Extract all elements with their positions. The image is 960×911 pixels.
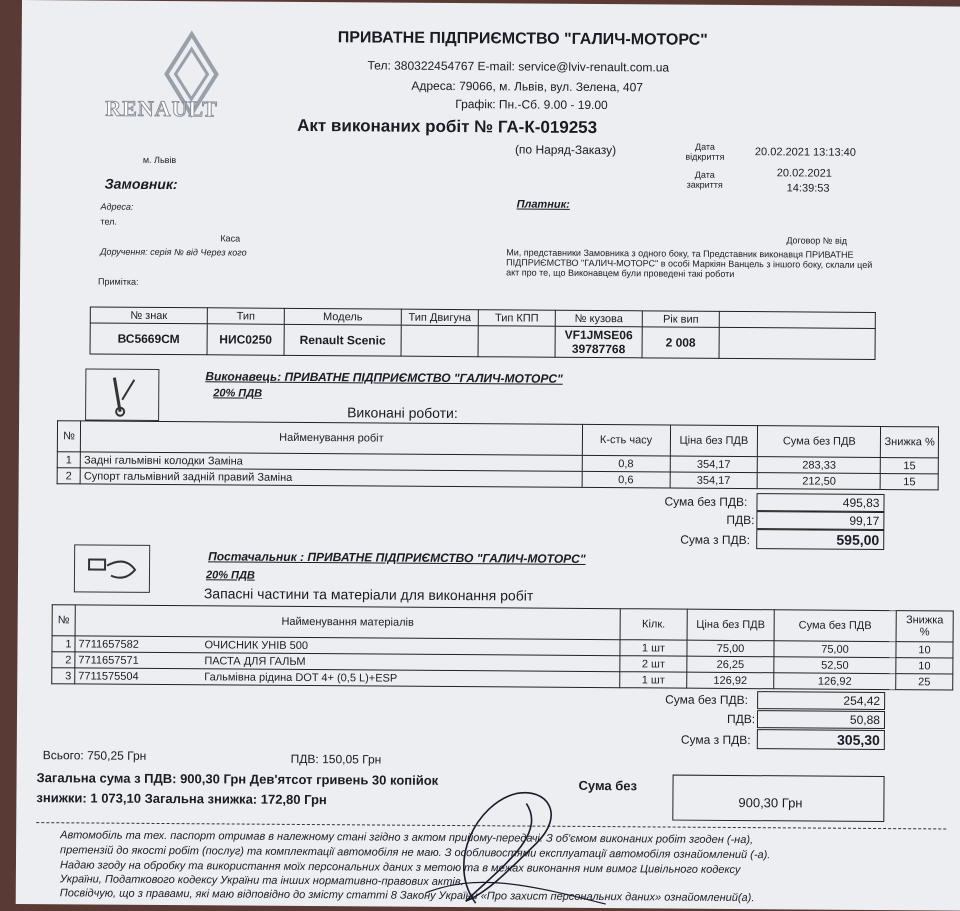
parts-header: Кілк. <box>620 609 687 640</box>
vehicle-header: Тип Двигуна <box>401 309 478 326</box>
grand-total-line2: знижки: 1 073,10 Загальна знижка: 172,80 Грн <box>36 790 327 808</box>
customer-label: Замовник: <box>104 175 178 193</box>
work-name: Задні гальмівні колодки Заміна <box>80 452 582 472</box>
vehicle-header: Тип <box>207 308 284 325</box>
address: Адреса: 79066, м. Львів, вул. Зелена, 407 <box>411 78 644 95</box>
part-sum: 52,50 <box>774 657 896 674</box>
part-qty: 1 шт <box>620 672 687 688</box>
gearbox-type <box>478 326 555 358</box>
vehicle-model: Renault Scenic <box>284 324 401 356</box>
work-no: 1 <box>57 452 80 468</box>
part-no: 3 <box>52 668 75 684</box>
work-sum: 283,33 <box>758 457 881 474</box>
executor-text: Виконавець: ПРИВАТНЕ ПІДПРИЄМСТВО "ГАЛИЧ-МОТОРС" <box>205 369 563 386</box>
footer-line-3: Надаю згоду на обробку та використання моїх персональних даних з метою та в межах виконання ним вимог Цивільного кодексу <box>59 859 741 877</box>
parts-sum-label: Сума без ПДВ: <box>665 692 749 708</box>
part-code: 7711657582 <box>75 636 202 653</box>
parts-header: Сума без ПДВ <box>774 610 896 642</box>
works-vat-value: 99,17 <box>756 511 884 530</box>
works-header: Найменування робіт <box>81 421 583 456</box>
vin-part-2: 39787768 <box>571 341 626 357</box>
vehicle-header: Модель <box>284 308 401 325</box>
works-title: Виконані роботи: <box>347 404 458 422</box>
vehicle-row <box>90 323 875 359</box>
engine-type <box>401 325 478 357</box>
parts-vat-label: ПДВ: <box>726 711 756 727</box>
works-vat-label: ПДВ: <box>726 512 755 528</box>
total-all: Всього: 750,25 Грн <box>42 748 147 763</box>
sum-without-label: Сума без <box>578 777 638 794</box>
work-discount: 15 <box>881 458 939 474</box>
works-total-value: 595,00 <box>756 529 884 550</box>
work-price: 354,17 <box>670 472 758 489</box>
act-title: Акт виконаних робіт № ГА-К-019253 <box>297 115 598 138</box>
city: м. Львів <box>142 154 177 166</box>
works-vat-note: 20% ПДВ <box>213 387 263 400</box>
part-price: 26,25 <box>687 656 774 673</box>
opened-value: 20.02.2021 13:13:40 <box>754 146 856 159</box>
work-price: 354,17 <box>670 456 758 473</box>
company-name: ПРИВАТНЕ ПІДПРИЄМСТВО "ГАЛИЧ-МОТОРС" <box>337 29 708 49</box>
works-total-label: Сума з ПДВ: <box>680 532 751 548</box>
vin-part-1: VF1JMSE06 <box>564 327 633 343</box>
closed-time: 14:39:53 <box>786 182 830 195</box>
signature-scribble <box>416 773 617 908</box>
phone-label: тел. <box>100 216 117 227</box>
closed-date: 20.02.2021 <box>776 167 832 180</box>
vehicle-header: № знак <box>90 307 207 324</box>
part-no: 2 <box>52 652 75 668</box>
document-page <box>16 0 960 911</box>
parts-vat-value: 50,88 <box>757 710 885 729</box>
grand-total-box-value: 900,30 Грн <box>738 795 803 811</box>
works-table <box>57 420 939 490</box>
contacts: Тел: 380322454767 E-mail: service@lviv-renault.com.ua <box>367 58 670 75</box>
vehicle-type: НИС0250 <box>207 324 284 356</box>
part-discount: 25 <box>896 674 953 690</box>
proxy-line: Доручення: серія № від Через кого <box>100 246 247 258</box>
parts-title: Запасні частини та матеріали для виконання робіт <box>203 585 534 604</box>
part-price: 126,92 <box>687 672 774 689</box>
work-hours: 0,8 <box>582 455 670 472</box>
part-price: 75,00 <box>687 640 774 657</box>
vin <box>555 326 642 358</box>
works-header: Ціна без ПДВ <box>670 425 758 457</box>
work-hours: 0,6 <box>582 471 670 488</box>
part-no: 1 <box>52 636 75 652</box>
executor-line <box>205 369 562 385</box>
logo-text: RENAULT <box>105 95 218 122</box>
plate: ВС5669СМ <box>90 323 207 355</box>
opened-label: Дата відкриття <box>685 141 725 162</box>
vehicle-year: 2 008 <box>642 327 719 359</box>
vehicle-header: Тип КПП <box>478 310 555 327</box>
closed-label: Дата закриття <box>686 169 723 190</box>
works-header: Знижка % <box>881 427 939 458</box>
grand-total-line1: Загальна сума з ПДВ: 900,30 Грн Дев'ятсот гривень 30 копійок <box>36 770 439 788</box>
total-vat: ПДВ: 150,05 Грн <box>290 751 382 767</box>
contract: Договор № від <box>786 235 848 246</box>
part-discount: 10 <box>896 642 953 658</box>
supplier-line <box>208 549 586 566</box>
footer-line-4: України, Податкового кодексу України та інших нормативно-правових актів. <box>59 873 464 889</box>
note-label: Примітка: <box>98 276 139 287</box>
parts-header: Ціна без ПДВ <box>687 609 774 641</box>
parts-icon <box>74 544 150 593</box>
footer-line-2: претензій до якості робіт (послуг) та комплектації автомобіля не маю. З особливостями експлуатації автомобіля ознайомлений (-а). <box>60 844 771 862</box>
vehicle-table <box>90 306 876 359</box>
part-code: 7711575504 <box>75 668 202 685</box>
work-no: 2 <box>57 468 80 484</box>
footer-line-5: Посвідчую, що з правами, які маю відповідно до змісту статті 8 Закону України «Про захист персональних даних» ознайомлений(а). <box>59 887 755 905</box>
work-discount: 15 <box>881 474 939 490</box>
works-header: № <box>57 421 80 452</box>
payer-label: Платник: <box>516 198 570 211</box>
part-sum: 126,92 <box>774 673 896 690</box>
work-sum: 212,50 <box>757 473 880 490</box>
works-sum-label: Сума без ПДВ: <box>664 494 748 510</box>
parts-header: Найменування матеріалів <box>75 605 620 640</box>
part-name: ПАСТА ДЛЯ ГАЛЬМ <box>201 653 620 672</box>
agreement-text: Ми, представники Замовника з одного боку, та Представник виконавця ПРИВАТНЕ ПІДПРИЄМСТВО "ГАЛИЧ-МОТОРС" в особі Маркіян Ванцель з іншого боку, склали цей акт про те, що Виконавцем були проведені такі роботи <box>506 247 873 279</box>
works-sum-value: 495,83 <box>756 493 884 512</box>
vehicle-header: Рік вип <box>642 311 719 328</box>
work-name: Супорт гальмівний задній правий Заміна <box>80 468 582 488</box>
act-subtitle: (по Наряд-Заказу) <box>514 142 617 158</box>
part-qty: 1 шт <box>620 640 687 656</box>
schedule: Графік: Пн.-Сб. 9.00 - 19.00 <box>455 97 608 113</box>
part-name: ОЧИСНИК УНІВ 500 <box>201 637 620 656</box>
parts-vat-note: 20% ПДВ <box>205 569 255 582</box>
works-header: Сума без ПДВ <box>758 426 881 458</box>
part-qty: 2 шт <box>620 656 687 672</box>
part-code: 7711657571 <box>75 652 202 669</box>
supplier-text: Постачальник : ПРИВАТНЕ ПІДПРИЄМСТВО "ГАЛИЧ-МОТОРС" <box>208 549 586 566</box>
parts-table <box>51 604 954 690</box>
footer-line-1: Автомобіль та тех. паспорт отримав в належному стані згідно з актом прийому-передачі. З об'ємом виконаних робіт згоден (-на), <box>60 829 754 847</box>
part-name: Гальмівна рідина DOT 4+ (0,5 L)+ESP <box>201 669 620 688</box>
parts-header: Знижка % <box>896 611 953 642</box>
parts-total-value: 305,30 <box>757 729 885 750</box>
parts-total-label: Сума з ПДВ: <box>680 732 751 748</box>
parts-sum-value: 254,42 <box>757 691 885 710</box>
part-sum: 75,00 <box>774 641 896 658</box>
part-discount: 10 <box>896 658 953 674</box>
parts-header: № <box>52 605 75 636</box>
works-header: К-сть часу <box>582 424 670 456</box>
address-label: Адреса: <box>100 201 134 212</box>
wrench-icon <box>85 368 159 421</box>
kasa: Каса <box>220 233 241 244</box>
vehicle-header: № кузова <box>555 310 642 327</box>
